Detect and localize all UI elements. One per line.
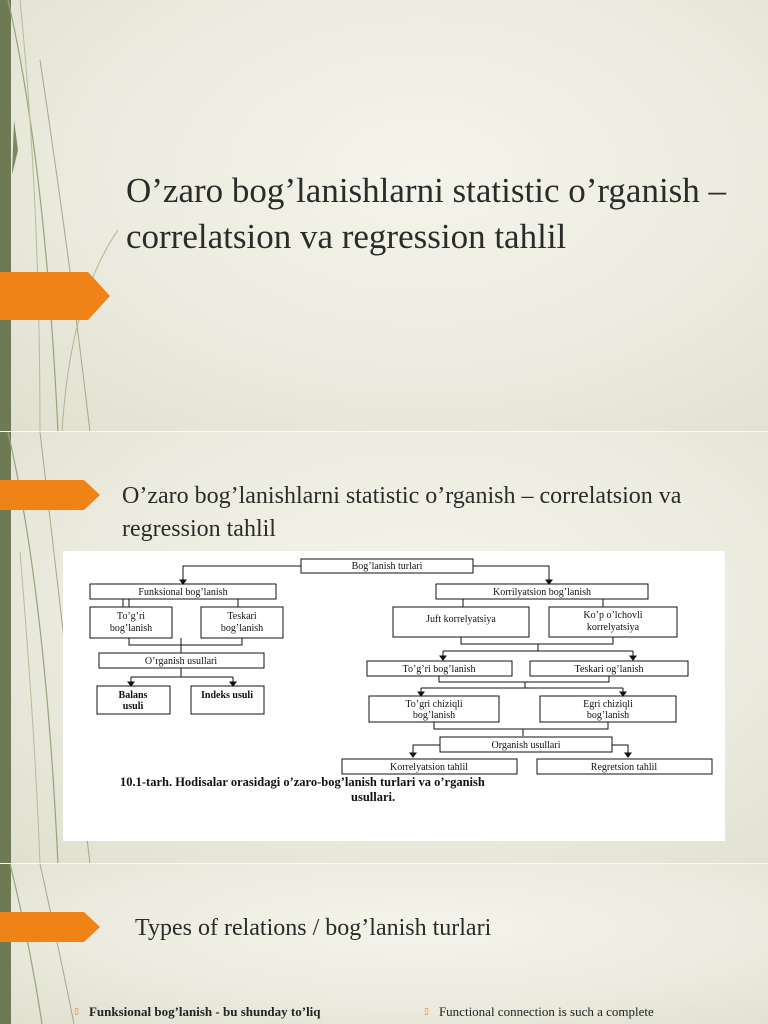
diagram-label-curved-1: Egri chiziqli: [583, 699, 633, 710]
slide-2: [0, 432, 768, 864]
diagram-label-root: Bog’lanish turlari: [351, 561, 423, 572]
diagram-label-linear-1: To’gri chiziqli: [405, 699, 463, 710]
diagram-label-balance-1: Balans: [118, 690, 148, 701]
bullet-marker-icon: ▯: [424, 1006, 429, 1016]
diagram-caption-2: usullari.: [351, 790, 396, 804]
diagram-label-balance-2: usuli: [122, 701, 144, 712]
bullet-left-text: Funksional bog’lanish - bu shunday to’liq: [88, 1004, 321, 1019]
bullet-right: [424, 1004, 654, 1020]
diagram-caption-1: 10.1-tarh. Hodisalar orasidagi o’zaro-bog’lanish turlari va o’rganish: [120, 775, 485, 789]
diagram-label-f-methods: O’rganish usullari: [144, 656, 218, 667]
diagram-label-multi-1: Ko’p o’lchovli: [583, 610, 643, 621]
orange-arrow: [0, 272, 110, 320]
diagram-label-f-direct-2: bog’lanish: [109, 623, 153, 634]
decorative-lines: [0, 0, 120, 432]
slide-title: O’zaro bog’lanishlarni statistic o’rganish – correlatsion va regression tahlil: [122, 483, 682, 542]
orange-arrow: [0, 912, 100, 942]
diagram-label-regr-analysis: Regretsion tahlil: [590, 762, 658, 773]
slide-title: O’zaro bog’lanishlarni statistic o’rganish – correlatsion va regression tahlil: [126, 171, 727, 256]
diagram-label-f-inverse-1: Teskari: [227, 611, 257, 622]
bullet-marker-icon: ▯: [74, 1006, 79, 1016]
slide-1: [0, 0, 768, 432]
slide-3: [0, 864, 768, 1024]
diagram-label-functional: Funksional bog’lanish: [138, 587, 228, 598]
slide-title: Types of relations / bog’lanish turlari: [135, 915, 492, 941]
diagram-label-c-methods: Organish usullari: [491, 740, 561, 751]
orange-arrow: [0, 480, 100, 510]
diagram-label-f-inverse-2: bog’lanish: [220, 623, 264, 634]
relations-diagram: [63, 551, 725, 841]
bullet-left: [74, 1004, 321, 1020]
diagram-label-pair: Juft korrelyatsiya: [426, 614, 496, 625]
decorative-lines: [0, 864, 120, 1024]
diagram-label-c-direct: To’g’ri bog’lanish: [402, 664, 476, 675]
diagram-label-curved-2: bog’lanish: [586, 710, 630, 721]
bullet-right-text: Functional connection is such a complete: [438, 1004, 654, 1019]
diagram-label-multi-2: korrelyatsiya: [586, 622, 640, 633]
diagram-label-c-inverse: Teskari og’lanish: [574, 664, 644, 675]
diagram-label-index: Indeks usuli: [201, 690, 253, 701]
diagram-label-f-direct-1: To’g’ri: [116, 611, 146, 622]
diagram-label-correlation: Korrilyatsion bog’lanish: [492, 587, 592, 598]
diagram-label-corr-analysis: Korrelyatsion tahlil: [389, 762, 469, 773]
diagram-label-linear-2: bog’lanish: [412, 710, 456, 721]
